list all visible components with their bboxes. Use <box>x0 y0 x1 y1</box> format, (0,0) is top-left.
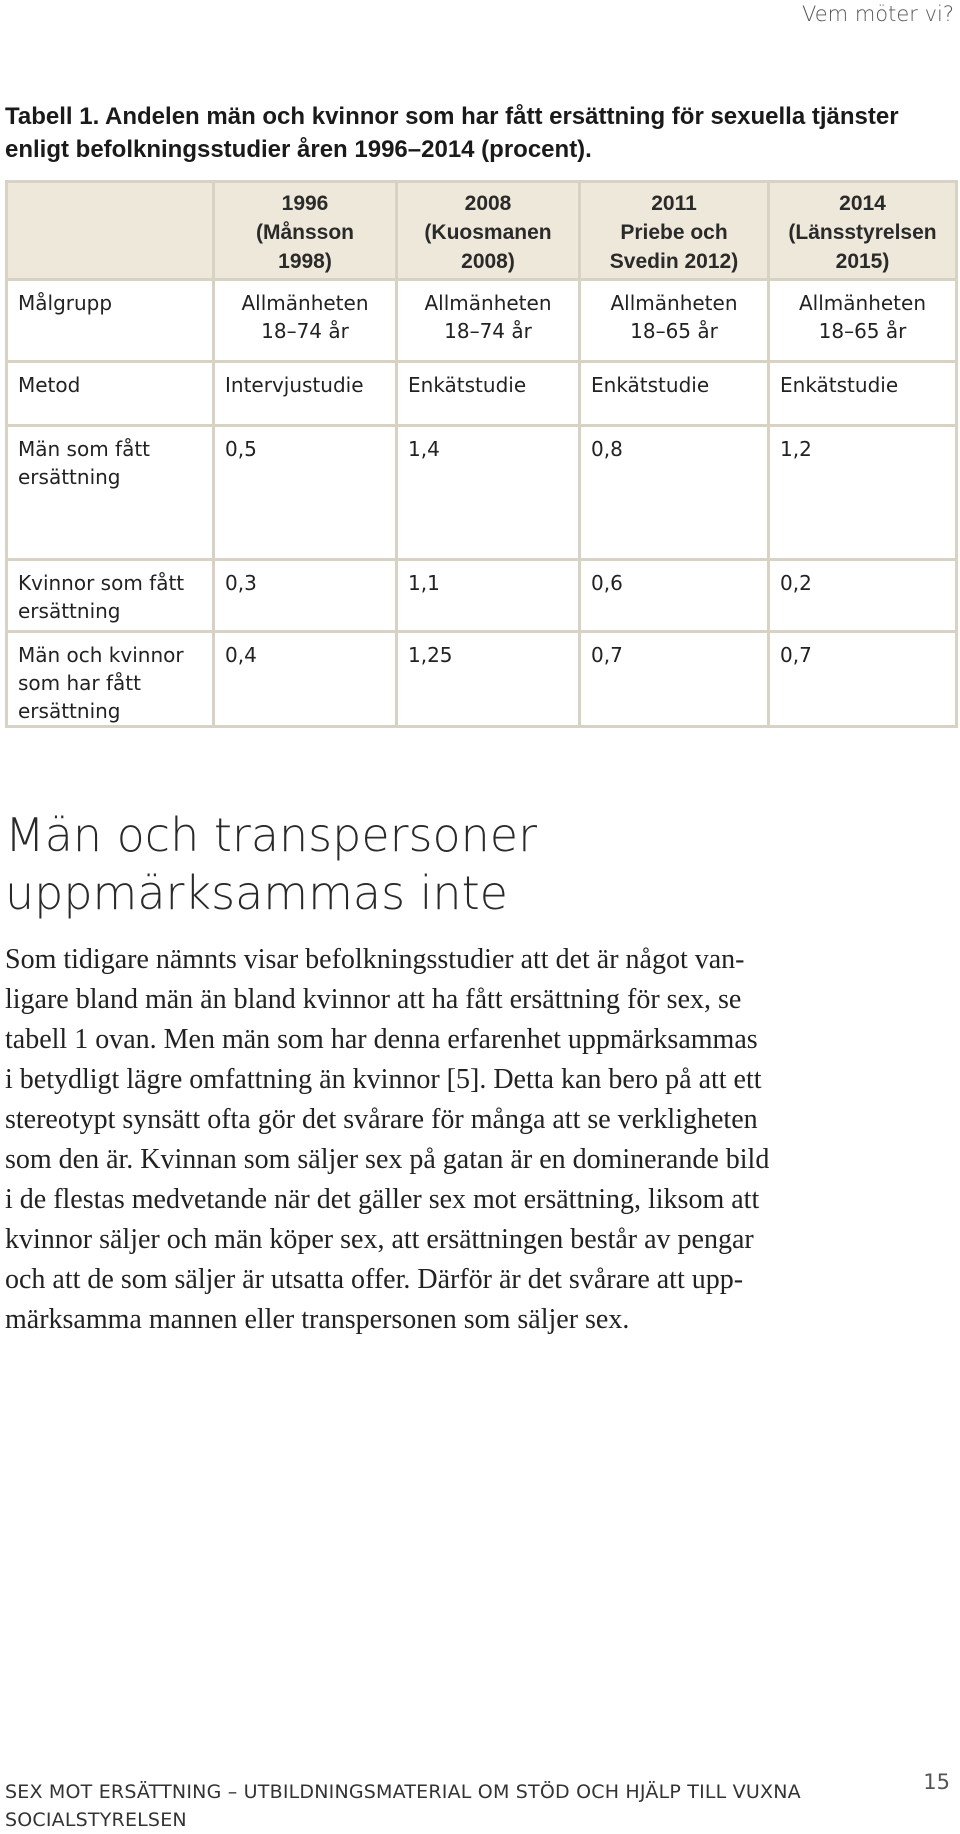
table-cell: Allmänheten 18–65 år <box>769 280 957 362</box>
column-header-2011: 2011 Priebe och Svedin 2012) <box>580 182 769 280</box>
column-header-1996: 1996 (Månsson 1998) <box>214 182 397 280</box>
table-cell: Allmänheten 18–74 år <box>397 280 580 362</box>
row-label: Metod <box>7 362 214 426</box>
caption-line: Tabell 1. Andelen män och kvinnor som har fått ersättning för sexuella tjänster <box>5 103 899 130</box>
table-cell: Allmänheten 18–65 år <box>580 280 769 362</box>
row-label: Män som fått ersättning <box>7 426 214 560</box>
table-cell: 1,1 <box>397 560 580 632</box>
footer-line: SOCIALSTYRELSEN <box>5 1809 187 1831</box>
table-row <box>7 426 957 560</box>
table-cell: 1,4 <box>397 426 580 560</box>
table-header-row <box>7 182 957 280</box>
table-cell: Enkätstudie <box>769 362 957 426</box>
running-title: Vem möter vi? <box>802 2 954 26</box>
table-cell: 0,2 <box>769 560 957 632</box>
header-blank-cell <box>7 182 214 280</box>
table-row <box>7 560 957 632</box>
table-cell: 0,5 <box>214 426 397 560</box>
table-cell: 1,25 <box>397 632 580 727</box>
table-cell: 0,7 <box>769 632 957 727</box>
body-paragraph: Som tidigare nämnts visar befolkningsstudier att det är något van- ligare bland män än bland kvinnor att ha fått ersättning för sex, se tabell 1 ovan. Men män som har denna erfarenhet uppmärksammas i betydligt lägre omfattning än kvinnor [5]. Detta kan bero på att ett stereotypt synsätt ofta gör det svårare för många att se verkligheten som den är. Kvinnan som säljer sex på gatan är en dominerande bild i de flestas medvetande när det gäller sex mot ersättning, liksom att kvinnor säljer och män köper sex, att ersättningen består av pengar och att de som säljer är utsatta offer. Därför är det svårare att upp- märksamma mannen eller transpersonen som säljer sex. <box>5 944 770 1335</box>
caption-line: enligt befolkningsstudier åren 1996–2014 (procent). <box>5 136 592 163</box>
table-cell: Allmänheten 18–74 år <box>214 280 397 362</box>
column-header-2014: 2014 (Länsstyrelsen 2015) <box>769 182 957 280</box>
column-header-2008: 2008 (Kuosmanen 2008) <box>397 182 580 280</box>
table-cell: 0,8 <box>580 426 769 560</box>
table-cell: Enkätstudie <box>397 362 580 426</box>
table-row <box>7 280 957 362</box>
row-label: Kvinnor som fått ersättning <box>7 560 214 632</box>
table-row <box>7 362 957 426</box>
page-number: 15 <box>923 1770 950 1794</box>
row-label: Målgrupp <box>7 280 214 362</box>
table-row <box>7 632 957 727</box>
row-label: Män och kvinnor som har fått ersättning <box>7 632 214 727</box>
table-cell: 0,4 <box>214 632 397 727</box>
footer-line: SEX MOT ERSÄTTNING – UTBILDNINGSMATERIAL OM STÖD OCH HJÄLP TILL VUXNA <box>5 1781 801 1803</box>
table-cell: 0,6 <box>580 560 769 632</box>
table-cell: 0,7 <box>580 632 769 727</box>
survey-table <box>5 180 958 728</box>
table-caption <box>5 100 955 166</box>
page-footer <box>5 1778 855 1834</box>
section-heading: Män och transpersoner uppmärksammas inte <box>5 808 538 920</box>
table-cell: 0,3 <box>214 560 397 632</box>
table-cell: Enkätstudie <box>580 362 769 426</box>
table-cell: Intervjustudie <box>214 362 397 426</box>
table-cell: 1,2 <box>769 426 957 560</box>
